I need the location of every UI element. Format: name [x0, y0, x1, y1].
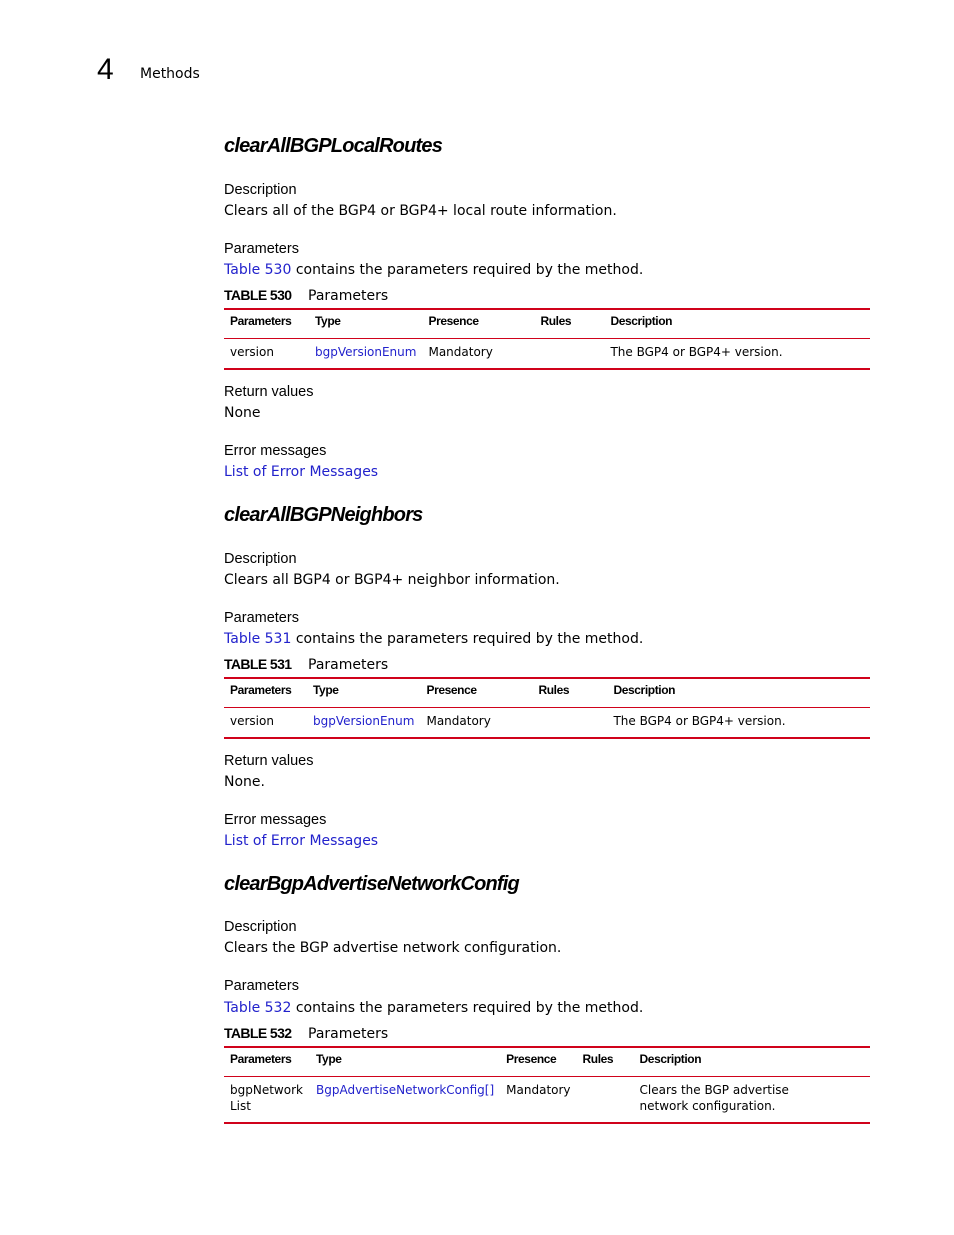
table-caption-text: Parameters: [308, 1026, 389, 1042]
table-caption: [224, 655, 388, 674]
col-header-type: Type: [309, 309, 422, 339]
table-row: [224, 339, 870, 370]
description-text: Clears all of the BGP4 or BGP4+ local route information.: [224, 203, 617, 219]
cell-description: The BGP4 or BGP4+ version.: [610, 345, 783, 359]
cell-type-link[interactable]: bgpVersionEnum: [315, 345, 417, 359]
col-header-type: Type: [307, 678, 420, 708]
cell-parameter: version: [230, 345, 274, 359]
parameters-heading: Parameters: [224, 241, 299, 257]
col-header-type: Type: [310, 1047, 500, 1077]
cell-rules: [532, 708, 607, 739]
table-header-row: [224, 678, 870, 708]
return-value-text: None: [224, 405, 261, 421]
cell-parameter: bgpNetwork List: [230, 1083, 303, 1113]
table-reference: [224, 630, 643, 648]
error-messages-heading: Error messages: [224, 812, 327, 828]
cell-type-link[interactable]: bgpVersionEnum: [313, 714, 415, 728]
parameters-heading: Parameters: [224, 978, 299, 994]
cell-presence: Mandatory: [426, 714, 491, 728]
table-reference: [224, 999, 643, 1017]
table-reference: [224, 261, 643, 279]
cell-description: The BGP4 or BGP4+ version.: [613, 714, 786, 728]
col-header-presence: Presence: [420, 678, 532, 708]
table-reference-text: contains the parameters required by the method.: [291, 1000, 644, 1016]
parameters-heading: Parameters: [224, 610, 299, 626]
method-title: clearAllBGPNeighbors: [224, 504, 423, 526]
table-caption-text: Parameters: [308, 657, 389, 673]
cell-rules: [577, 1077, 634, 1124]
parameters-table: [224, 677, 870, 739]
description-heading: Description: [224, 182, 297, 198]
return-values-heading: Return values: [224, 384, 314, 400]
table-label: TABLE 530: [224, 287, 292, 303]
table-label: TABLE 532: [224, 1025, 292, 1041]
description-text: Clears all BGP4 or BGP4+ neighbor information.: [224, 572, 560, 588]
cell-presence: Mandatory: [506, 1083, 571, 1097]
table-caption: [224, 286, 388, 305]
table-reference-text: contains the parameters required by the method.: [291, 631, 644, 647]
col-header-rules: Rules: [532, 678, 607, 708]
table-caption: [224, 1024, 388, 1043]
method-title: clearBgpAdvertiseNetworkConfig: [224, 873, 519, 895]
col-header-rules: Rules: [577, 1047, 634, 1077]
return-values-heading: Return values: [224, 753, 314, 769]
table-row: [224, 1077, 870, 1124]
col-header-description: Description: [634, 1047, 870, 1077]
return-value-text: None.: [224, 774, 265, 790]
table-label: TABLE 531: [224, 656, 292, 672]
table-reference-link[interactable]: Table 531: [224, 631, 292, 647]
description-heading: Description: [224, 919, 297, 935]
error-messages-link[interactable]: List of Error Messages: [224, 464, 379, 480]
table-header-row: [224, 309, 870, 339]
error-messages-heading: Error messages: [224, 443, 327, 459]
error-messages-link[interactable]: List of Error Messages: [224, 833, 379, 849]
description-heading: Description: [224, 551, 297, 567]
col-header-parameters: Parameters: [224, 309, 309, 339]
chapter-number: 4: [97, 53, 114, 86]
cell-rules: [534, 339, 604, 370]
cell-parameter: version: [230, 714, 274, 728]
table-row: [224, 708, 870, 739]
table-reference-link[interactable]: Table 530: [224, 262, 292, 278]
cell-presence: Mandatory: [428, 345, 493, 359]
table-header-row: [224, 1047, 870, 1077]
description-text: Clears the BGP advertise network configuration.: [224, 940, 562, 956]
col-header-presence: Presence: [422, 309, 534, 339]
chapter-title: Methods: [140, 66, 200, 82]
col-header-parameters: Parameters: [224, 678, 307, 708]
parameters-table: [224, 308, 870, 370]
col-header-description: Description: [607, 678, 870, 708]
parameters-table: [224, 1046, 870, 1124]
cell-type-link[interactable]: BgpAdvertiseNetworkConfig[]: [316, 1083, 495, 1097]
col-header-parameters: Parameters: [224, 1047, 310, 1077]
col-header-presence: Presence: [500, 1047, 576, 1077]
col-header-rules: Rules: [534, 309, 604, 339]
method-title: clearAllBGPLocalRoutes: [224, 135, 443, 157]
col-header-description: Description: [604, 309, 870, 339]
table-reference-text: contains the parameters required by the method.: [291, 262, 644, 278]
table-caption-text: Parameters: [308, 288, 389, 304]
cell-description: Clears the BGP advertise network configuration.: [639, 1083, 789, 1113]
table-reference-link[interactable]: Table 532: [224, 1000, 292, 1016]
